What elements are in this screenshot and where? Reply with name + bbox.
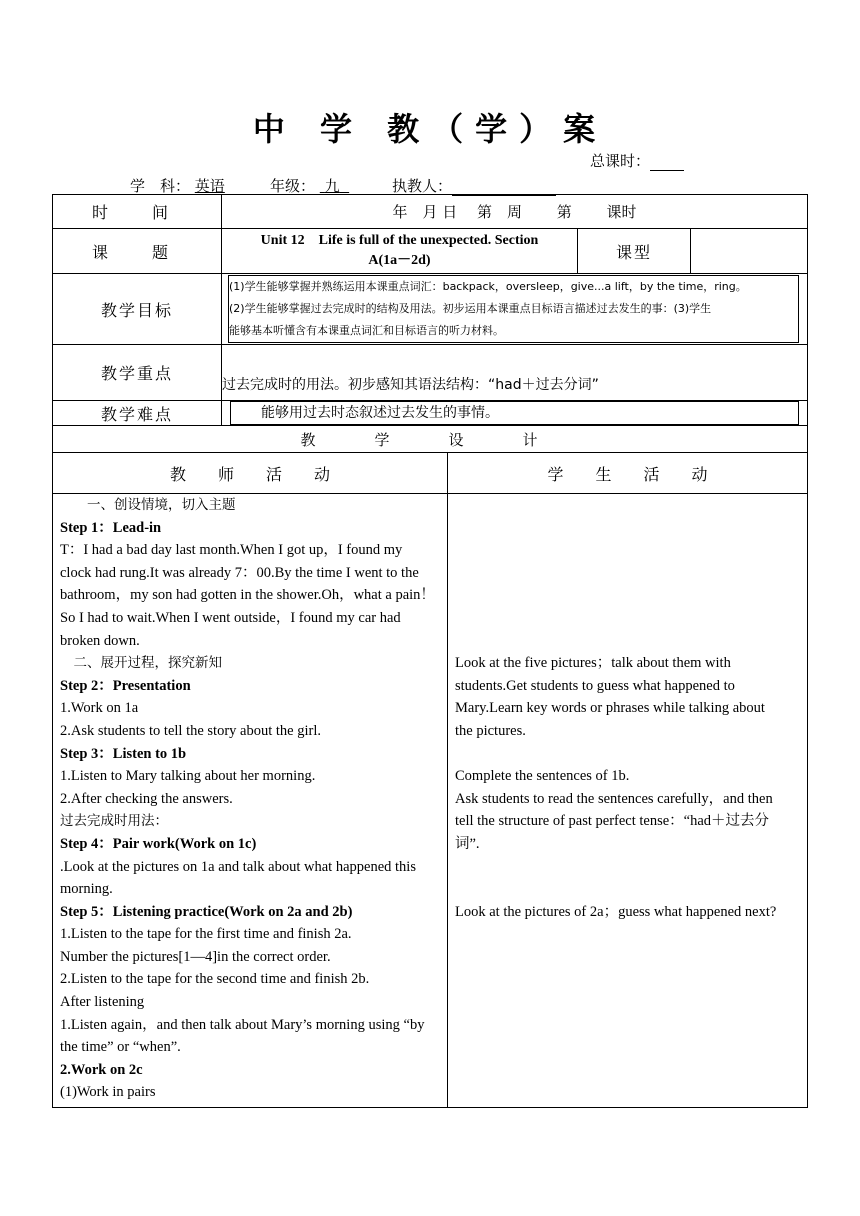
- activity-line: Look at the five pictures；talk about them with: [455, 655, 731, 672]
- goals-label: 教学目标: [53, 274, 222, 345]
- activity-line: Complete the sentences of 1b.: [455, 768, 630, 785]
- activity-line: tell the structure of past perfect tense：“had＋过去分: [455, 813, 770, 830]
- activity-line: Step 1：Lead-in: [60, 519, 162, 536]
- difficulty-cell: [222, 401, 808, 426]
- teacher-field: [392, 175, 556, 196]
- activity-line: Step 4：Pair work(Work on 1c): [60, 835, 257, 852]
- activity-line: broken down.: [60, 632, 140, 649]
- type-label: 课型: [578, 229, 691, 274]
- activity-line: Step 3：Listen to 1b: [60, 745, 187, 762]
- teacher-activity-header: 教 师 活 动: [53, 453, 448, 494]
- grade-label: 年级：: [270, 177, 316, 195]
- topic-label: 课 题: [53, 229, 222, 274]
- type-value: [691, 229, 808, 274]
- activity-line: 1.Work on 1a: [60, 700, 139, 717]
- student-activity-cell: [448, 494, 808, 1108]
- activity-line: 2.Work on 2c: [60, 1061, 143, 1078]
- difficulty-label: 教学难点: [53, 401, 222, 426]
- teacher-activity-list: [53, 494, 447, 1104]
- subject-field: [130, 175, 225, 196]
- design-row: [53, 426, 808, 453]
- activity-line: Mary.Learn key words or phrases while talking about: [455, 700, 765, 717]
- activity-line: Step 2：Presentation: [60, 677, 191, 694]
- activity-line: 2.Listen to the tape for the second time and finish 2b.: [60, 971, 370, 988]
- activity-line: [448, 878, 807, 901]
- grade-value: 九: [324, 177, 340, 195]
- goals-line: (1)学生能够掌握并熟练运用本课重点词汇：backpack，oversleep，give...a lift，by the time，ring。: [229, 280, 747, 293]
- topic-line-2: A(1a－2d): [368, 253, 431, 268]
- activity-line: 2.Ask students to tell the story about the girl.: [60, 722, 321, 739]
- total-lessons-blank: [650, 156, 684, 171]
- activity-body-row: [53, 494, 808, 1108]
- difficulty-row: [53, 401, 808, 426]
- activity-line: T：I had a bad day last month.When I got up，I found my: [60, 542, 403, 559]
- activity-line: [448, 630, 807, 653]
- activity-line: Number the pictures[1—4]in the correct order.: [60, 948, 331, 965]
- difficulty-value: 能够用过去时态叙述过去发生的事情。: [230, 401, 799, 425]
- activity-line: (1)Work in pairs: [60, 1084, 156, 1101]
- activity-line: .Look at the pictures on 1a and talk about what happened this: [60, 858, 416, 875]
- total-lessons-label: 总课时：: [590, 152, 651, 170]
- activity-line: 词”.: [455, 835, 480, 852]
- activity-line: [448, 584, 807, 607]
- activity-line: [448, 494, 807, 517]
- activity-line: 2.After checking the answers.: [60, 790, 233, 807]
- activity-line: After listening: [60, 994, 145, 1011]
- activity-line: Look at the pictures of 2a；guess what happened next?: [455, 903, 777, 920]
- teacher-activity-cell: [53, 494, 448, 1108]
- teacher-label: 执教人：: [392, 177, 453, 195]
- activity-line: 1.Listen to the tape for the first time and finish 2a.: [60, 926, 352, 943]
- activity-line: [448, 539, 807, 562]
- key-points-row: [53, 345, 808, 401]
- time-label: 时 间: [53, 195, 222, 229]
- student-activity-list: [448, 494, 807, 923]
- student-activity-header: 学 生 活 动: [448, 453, 808, 494]
- activity-line: the time” or “when”.: [60, 1039, 181, 1056]
- activity-line: Ask students to read the sentences carefully，and then: [455, 790, 773, 807]
- topic-line-1: Unit 12 Life is full of the unexpected. Section: [260, 233, 539, 248]
- time-value: 年 月 日 第 周 第 课时: [222, 195, 808, 229]
- grade-field: [270, 175, 349, 196]
- activity-line: the pictures.: [455, 722, 526, 739]
- activity-line: 一、创设情境，切入主题: [60, 497, 236, 513]
- lesson-plan-table: [52, 194, 808, 1108]
- subject-label: 学 科：: [130, 177, 191, 195]
- page-title: 中 学 教（学）案: [252, 110, 608, 148]
- activity-line: bathroom，my son had gotten in the shower.Oh，what a pain！: [60, 587, 435, 604]
- activity-line: [448, 607, 807, 630]
- activity-header-row: [53, 453, 808, 494]
- subject-value: 英语: [194, 177, 225, 195]
- activity-line: So I had to wait.When I went outside，I found my car had: [60, 609, 401, 626]
- activity-line: [448, 517, 807, 540]
- total-lessons: [590, 150, 684, 171]
- activity-line: [448, 562, 807, 585]
- activity-line: 1.Listen again，and then talk about Mary’s morning using “by: [60, 1016, 425, 1033]
- design-label: 教 学 设 计: [53, 426, 808, 453]
- goals-line: 能够基本听懂含有本课重点词汇和目标语言的听力材料。: [229, 324, 504, 337]
- time-row: [53, 195, 808, 229]
- goals-row: [53, 274, 808, 345]
- activity-line: 过去完成时用法：: [60, 813, 168, 830]
- activity-line: morning.: [60, 881, 113, 898]
- key-points-value: 过去完成时的用法。初步感知其语法结构：“had＋过去分词”: [222, 345, 808, 401]
- goals-cell: [222, 274, 808, 345]
- topic-row: [53, 229, 808, 274]
- activity-line: students.Get students to guess what happened to: [455, 677, 735, 694]
- activity-line: [448, 856, 807, 879]
- activity-line: Step 5：Listening practice(Work on 2a and 2b): [60, 903, 353, 920]
- goals-box: [228, 275, 799, 343]
- activity-line: 二、展开过程，探究新知: [60, 655, 222, 672]
- goals-line: (2)学生能够掌握过去完成时的结构及用法。初步运用本课重点目标语言描述过去发生的事：(3)学生: [229, 302, 712, 315]
- key-points-label: 教学重点: [53, 345, 222, 401]
- topic-value: [222, 229, 578, 274]
- activity-line: 1.Listen to Mary talking about her morning.: [60, 768, 316, 785]
- activity-line: clock had rung.It was already 7：00.By the time I went to the: [60, 564, 419, 581]
- activity-line: [448, 743, 807, 766]
